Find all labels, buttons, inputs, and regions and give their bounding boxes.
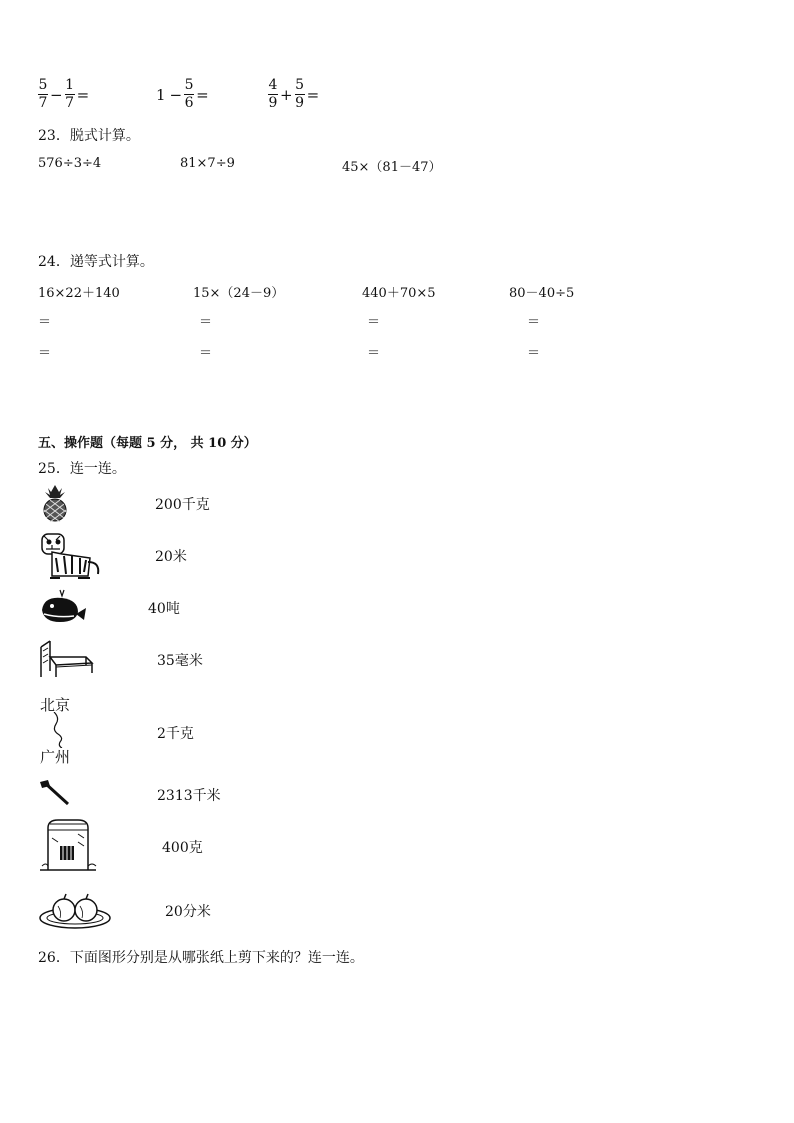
unit-label-4: 35毫米 bbox=[157, 653, 203, 669]
tiger-icon bbox=[38, 532, 102, 582]
unit-label-7: 400克 bbox=[162, 840, 203, 856]
q24-expression-3: 440＋70×5 bbox=[362, 286, 436, 301]
question-25-title: 25．连一连。 bbox=[38, 461, 126, 477]
question-23-title: 23．脱式计算。 bbox=[38, 128, 140, 144]
equals-sign: ＝ bbox=[38, 315, 52, 330]
q23-expression-3: 45×（81－47） bbox=[342, 160, 442, 175]
building-icon bbox=[38, 818, 98, 872]
whale-icon bbox=[38, 588, 88, 626]
q24-expression-4: 80－40÷5 bbox=[509, 286, 575, 301]
map-label-beijing: 北京 bbox=[40, 696, 71, 714]
pineapple-icon bbox=[38, 484, 72, 522]
bed-icon bbox=[38, 635, 94, 679]
q23-expression-1: 576÷3÷4 bbox=[38, 156, 102, 171]
unit-label-8: 20分米 bbox=[165, 904, 211, 920]
equals-sign: ＝ bbox=[367, 315, 381, 330]
fraction: $\frac{1}{7}$ bbox=[65, 77, 75, 111]
unit-label-6: 2313千米 bbox=[157, 788, 221, 804]
unit-label-1: 200千克 bbox=[155, 497, 210, 513]
nail-icon bbox=[38, 778, 70, 806]
beijing-guangzhou-map-icon bbox=[40, 694, 84, 768]
unit-label-5: 2千克 bbox=[157, 726, 194, 742]
equals-sign: ＝ bbox=[527, 315, 541, 330]
fraction: $\frac{4}{9}$ bbox=[268, 77, 278, 111]
fraction: $\frac{5}{7}$ bbox=[38, 77, 48, 111]
unit-label-3: 40吨 bbox=[148, 601, 180, 617]
fraction: $\frac{5}{6}$ bbox=[184, 77, 194, 111]
question-26-title: 26．下面图形分别是从哪张纸上剪下来的？连一连。 bbox=[38, 950, 364, 966]
equals-sign: ＝ bbox=[38, 346, 52, 361]
question-24-title: 24．递等式计算。 bbox=[38, 254, 154, 270]
q24-expression-1: 16×22＋140 bbox=[38, 286, 120, 301]
equals-sign: ＝ bbox=[199, 346, 213, 361]
fraction: $\frac{5}{9}$ bbox=[295, 77, 305, 111]
equals-sign: ＝ bbox=[527, 346, 541, 361]
section-5-heading: 五、操作题（每题 5 分， 共 10 分） bbox=[38, 436, 257, 451]
q23-expression-2: 81×7÷9 bbox=[180, 156, 235, 171]
equals-sign: ＝ bbox=[199, 315, 213, 330]
map-label-guangzhou: 广州 bbox=[40, 748, 71, 766]
q24-expression-2: 15×（24－9） bbox=[193, 286, 285, 301]
fraction-exercise-2: 1 − $\frac{5}{6}$ = bbox=[156, 77, 209, 111]
apple-plate-icon bbox=[38, 890, 112, 930]
fraction-exercise-1: $\frac{5}{7}$ − $\frac{1}{7}$ = bbox=[38, 77, 90, 111]
equals-sign: ＝ bbox=[367, 346, 381, 361]
fraction-exercise-3: $\frac{4}{9}$ + $\frac{5}{9}$ = bbox=[268, 77, 320, 111]
unit-label-2: 20米 bbox=[155, 549, 187, 565]
